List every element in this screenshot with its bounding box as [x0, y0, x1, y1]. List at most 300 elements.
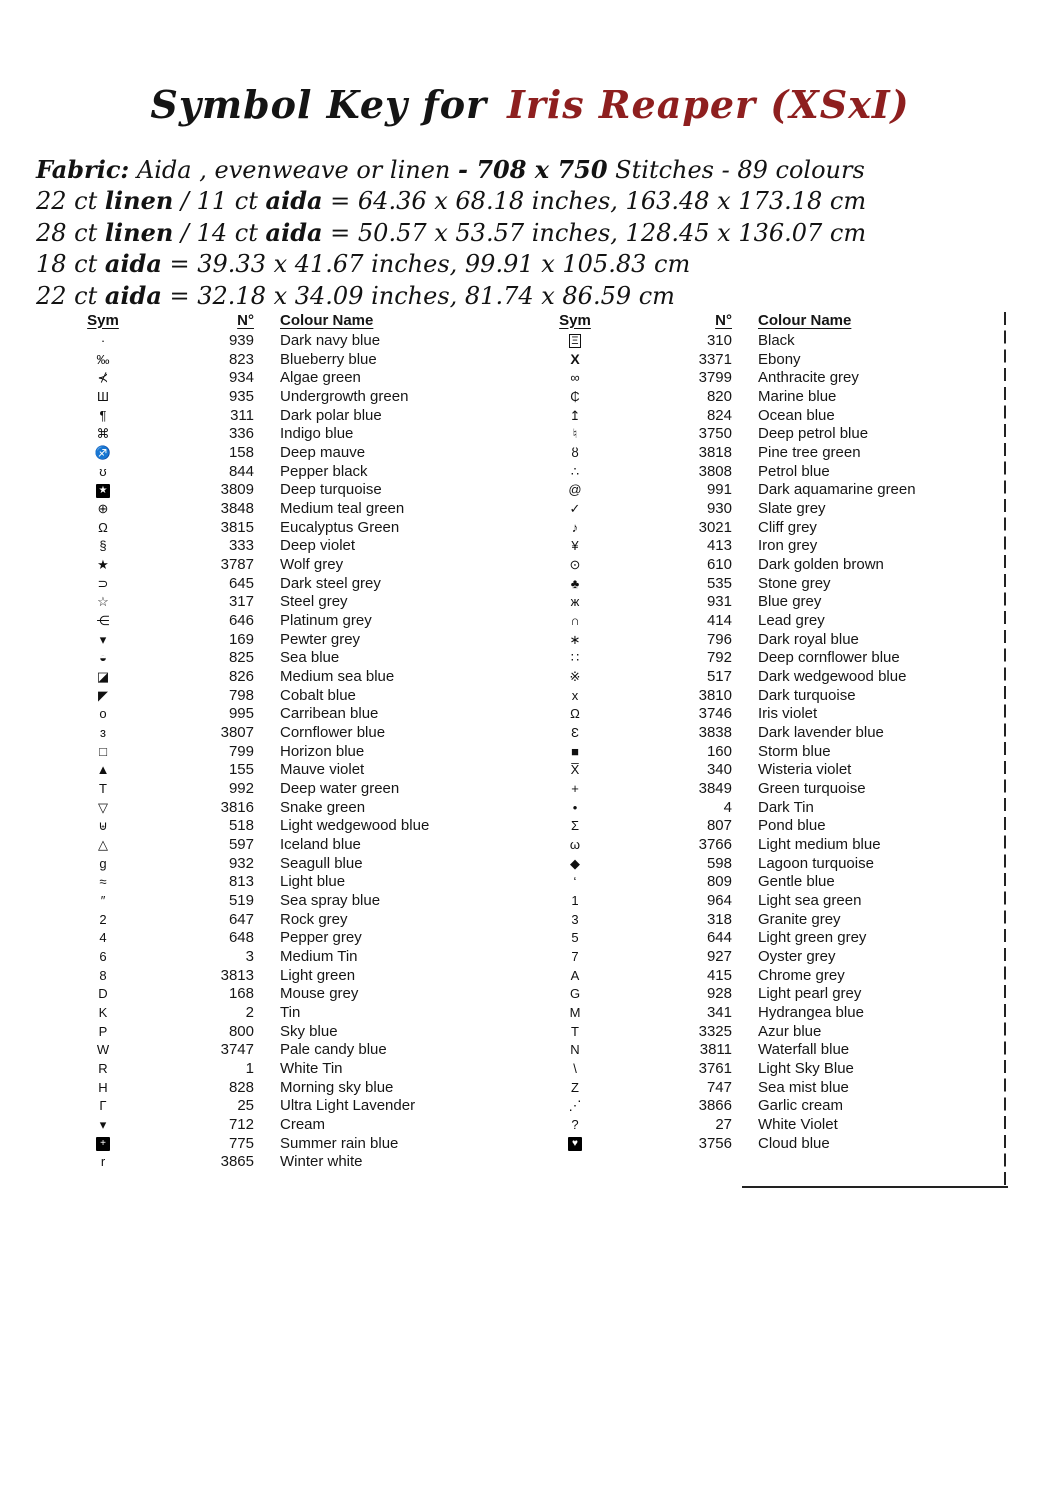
- table-row: [64, 499, 536, 518]
- table-row: [64, 910, 536, 929]
- colour-name: Dark steel grey: [280, 574, 381, 592]
- table-row: [64, 1153, 536, 1172]
- thread-number: 598: [706, 854, 732, 872]
- stitch-symbol-icon: ▲: [96, 762, 110, 778]
- table-row: [64, 630, 536, 649]
- stitch-symbol-icon: D: [98, 986, 108, 1002]
- colour-name: Slate grey: [758, 499, 826, 517]
- thread-number: 820: [706, 387, 732, 405]
- text-segment: 28 ct: [36, 218, 105, 247]
- table-row: [64, 947, 536, 966]
- fabric-spec-line: [36, 280, 866, 311]
- colour-name: Light sea green: [758, 891, 862, 909]
- table-row: [64, 350, 536, 369]
- table-row: [64, 798, 536, 817]
- thread-number: 647: [228, 910, 254, 928]
- stitch-symbol-icon: ⋲: [96, 612, 110, 628]
- stitch-symbol-icon: Γ: [99, 1098, 107, 1114]
- table-row: [538, 406, 1002, 425]
- thread-number: 413: [706, 537, 732, 555]
- table-row: [64, 387, 536, 406]
- table-row: [538, 1003, 1002, 1022]
- colour-name: Deep petrol blue: [758, 425, 869, 443]
- colour-name: Sea blue: [280, 649, 340, 667]
- thread-number: 796: [706, 630, 732, 648]
- table-row: [538, 1097, 1002, 1116]
- stitch-symbol-icon: ∗: [569, 631, 581, 647]
- thread-number: 158: [228, 443, 254, 461]
- table-row: [64, 368, 536, 387]
- table-row: [64, 331, 536, 350]
- colour-name: Dark turquoise: [758, 686, 856, 704]
- table-header-row: [64, 309, 536, 331]
- colour-name: Chrome grey: [758, 966, 845, 984]
- colour-name: Tin: [280, 1004, 301, 1022]
- column-header-colour-name: Colour Name: [758, 311, 852, 329]
- thread-number: 992: [228, 779, 254, 797]
- colour-name: Dark Tin: [758, 798, 814, 816]
- thread-number: 3807: [220, 723, 254, 741]
- table-row: [64, 835, 536, 854]
- table-row: [538, 424, 1002, 443]
- table-row: [64, 1115, 536, 1134]
- text-segment: aida: [104, 280, 162, 310]
- stitch-symbol-icon: +: [96, 1137, 110, 1151]
- colour-name: Morning sky blue: [280, 1078, 394, 1096]
- table-row: [538, 872, 1002, 891]
- table-row: [64, 779, 536, 798]
- colour-name: Pepper black: [280, 462, 368, 480]
- thread-number: 27: [715, 1116, 732, 1134]
- thread-number: 168: [228, 985, 254, 1003]
- table-row: [64, 1041, 536, 1060]
- table-row: [538, 574, 1002, 593]
- table-row: [538, 966, 1002, 985]
- thread-number: 928: [706, 985, 732, 1003]
- colour-name: Summer rain blue: [280, 1134, 399, 1152]
- stitch-symbol-icon: +: [571, 780, 579, 796]
- table-row: [538, 480, 1002, 499]
- colour-name: Light blue: [280, 873, 346, 891]
- colour-name: Cloud blue: [758, 1134, 830, 1152]
- column-header-number: N°: [237, 311, 254, 329]
- stitch-symbol-icon: Ш: [97, 388, 109, 404]
- stitch-symbol-icon: ★: [97, 556, 109, 572]
- thread-number: 318: [706, 910, 732, 928]
- fabric-specs: [36, 154, 866, 311]
- stitch-symbol-icon: 7: [571, 949, 579, 964]
- stitch-symbol-icon: ◒: [99, 650, 107, 666]
- table-row: [64, 1078, 536, 1097]
- thread-number: 807: [706, 817, 732, 835]
- table-row: [64, 723, 536, 742]
- stitch-symbol-icon: ?: [571, 1117, 579, 1133]
- colour-name: Dark aquamarine green: [758, 481, 916, 499]
- thread-number: 644: [706, 929, 732, 947]
- thread-number: 747: [706, 1078, 732, 1096]
- thread-number: 826: [228, 667, 254, 685]
- thread-number: 931: [706, 593, 732, 611]
- symbol-key-table-left: [64, 309, 536, 1171]
- text-segment: aida: [265, 217, 323, 247]
- thread-number: 3761: [698, 1060, 732, 1078]
- table-row: [64, 1134, 536, 1153]
- text-segment: 22 ct: [36, 281, 105, 310]
- thread-number: 828: [228, 1078, 254, 1096]
- colour-name: Medium teal green: [280, 499, 405, 517]
- table-row: [64, 462, 536, 481]
- page-title: [0, 82, 1060, 127]
- colour-name: White Tin: [280, 1060, 343, 1078]
- thread-number: 3756: [698, 1134, 732, 1152]
- stitch-symbol-icon: @: [568, 482, 582, 498]
- table-row: [538, 854, 1002, 873]
- stitch-symbol-icon: ♮: [572, 426, 578, 442]
- text-segment: aida: [265, 186, 323, 216]
- table-row: [538, 555, 1002, 574]
- table-row: [64, 1097, 536, 1116]
- thread-number: 3787: [220, 555, 254, 573]
- thread-number: 798: [228, 686, 254, 704]
- colour-name: Blue grey: [758, 593, 822, 611]
- colour-name: Pale candy blue: [280, 1041, 387, 1059]
- stitch-symbol-icon: ◤: [98, 687, 108, 703]
- table-row: [538, 592, 1002, 611]
- colour-name: Deep cornflower blue: [758, 649, 900, 667]
- colour-name: Sea spray blue: [280, 891, 381, 909]
- table-row: [538, 1115, 1002, 1134]
- table-row: [538, 648, 1002, 667]
- colour-name: Granite grey: [758, 910, 841, 928]
- colour-name: Eucalyptus Green: [280, 518, 400, 536]
- table-row: [64, 443, 536, 462]
- table-row: [538, 536, 1002, 555]
- thread-number: 3866: [698, 1097, 732, 1115]
- table-row: [538, 630, 1002, 649]
- stitch-symbol-icon: ▽: [98, 799, 108, 815]
- thread-number: 824: [706, 406, 732, 424]
- colour-name: Horizon blue: [280, 742, 365, 760]
- thread-number: 3: [245, 948, 254, 965]
- thread-number: 799: [228, 742, 254, 760]
- colour-name: Dark golden brown: [758, 555, 884, 573]
- thread-number: 932: [228, 854, 254, 872]
- stitch-symbol-icon: 3: [571, 911, 579, 927]
- colour-name: Blueberry blue: [280, 350, 377, 368]
- stitch-symbol-icon: ∴: [570, 463, 580, 479]
- stitch-symbol-icon: ▾: [99, 631, 107, 647]
- table-row: [64, 891, 536, 910]
- stitch-symbol-icon: 4: [99, 930, 107, 946]
- stitch-symbol-icon: ʊ: [99, 463, 107, 479]
- table-row: [64, 742, 536, 761]
- thread-number: 813: [228, 873, 254, 891]
- text-segment: / 11 ct: [173, 187, 266, 216]
- thread-number: 3371: [698, 350, 732, 368]
- table-row: [538, 611, 1002, 630]
- colour-name: Waterfall blue: [758, 1041, 850, 1059]
- stitch-symbol-icon: •: [572, 799, 578, 815]
- table-row: [64, 704, 536, 723]
- colour-name: Light pearl grey: [758, 985, 862, 1003]
- thread-number: 3809: [220, 481, 254, 499]
- thread-number: 825: [228, 649, 254, 667]
- stitch-symbol-icon: ∞: [570, 370, 580, 386]
- stitch-symbol-icon: Ω: [570, 706, 580, 722]
- table-row: [64, 966, 536, 985]
- table-row: [538, 667, 1002, 686]
- table-row: [64, 686, 536, 705]
- thread-number: 3813: [220, 966, 254, 984]
- fabric-spec-line: [36, 154, 866, 185]
- text-segment: / 14 ct: [173, 218, 266, 247]
- colour-name: Stone grey: [758, 574, 831, 592]
- stitch-symbol-icon: \: [573, 1061, 577, 1077]
- stitch-symbol-icon: ⊎: [98, 818, 108, 834]
- table-border-dashed-line: [1004, 312, 1006, 1188]
- thread-number: 645: [228, 574, 254, 592]
- text-segment: Aida , evenweave or linen: [129, 156, 459, 184]
- colour-name: Storm blue: [758, 742, 831, 760]
- table-row: [538, 742, 1002, 761]
- colour-name: Cliff grey: [758, 518, 817, 536]
- colour-name: Indigo blue: [280, 425, 354, 443]
- stitch-symbol-icon: R: [98, 1061, 108, 1077]
- stitch-symbol-icon: ≈: [99, 874, 107, 890]
- thread-number: 646: [228, 611, 254, 629]
- stitch-symbol-icon: ∩: [570, 612, 580, 628]
- stitch-symbol-icon: ✓: [569, 500, 581, 516]
- thread-number: 169: [228, 630, 254, 648]
- thread-number: 1: [245, 1060, 254, 1078]
- colour-name: Pond blue: [758, 817, 826, 835]
- stitch-symbol-icon: T: [571, 1023, 579, 1039]
- table-row: [64, 760, 536, 779]
- stitch-symbol-icon: ∷: [570, 650, 580, 666]
- stitch-symbol-icon: ▾: [99, 1117, 107, 1133]
- stitch-symbol-icon: A: [570, 967, 580, 983]
- thread-number: 4: [723, 798, 732, 816]
- stitch-symbol-icon: r: [100, 1154, 106, 1170]
- stitch-symbol-icon: N: [570, 1042, 580, 1058]
- thread-number: 792: [706, 649, 732, 667]
- thread-number: 517: [706, 667, 732, 685]
- thread-number: 939: [228, 331, 254, 349]
- table-row: [64, 854, 536, 873]
- stitch-symbol-icon: H: [98, 1079, 108, 1095]
- table-row: [538, 387, 1002, 406]
- colour-name: Lead grey: [758, 611, 825, 629]
- stitch-symbol-icon: ɜ: [100, 724, 106, 740]
- stitch-symbol-icon: M: [569, 1005, 581, 1021]
- stitch-symbol-icon: Ɛ: [571, 724, 579, 740]
- table-row: [538, 1059, 1002, 1078]
- stitch-symbol-icon: ♐: [94, 444, 112, 460]
- symbol-key-table-right: [538, 309, 1002, 1153]
- stitch-symbol-icon: K: [98, 1005, 108, 1021]
- thread-number: 3811: [699, 1041, 732, 1059]
- table-row: [538, 891, 1002, 910]
- table-row: [538, 1078, 1002, 1097]
- thread-number: 311: [230, 406, 254, 424]
- thread-number: 3750: [698, 425, 732, 443]
- title-pattern-name: Iris Reaper (XSxI): [507, 82, 910, 127]
- stitch-symbol-icon: ↥: [569, 407, 581, 423]
- colour-name: Iron grey: [758, 537, 818, 555]
- table-row: [538, 1022, 1002, 1041]
- thread-number: 3747: [220, 1041, 254, 1059]
- colour-name: Medium sea blue: [280, 667, 395, 685]
- colour-name: Gentle blue: [758, 873, 835, 891]
- table-row: [538, 798, 1002, 817]
- thread-number: 930: [706, 499, 732, 517]
- table-row: [538, 835, 1002, 854]
- thread-number: 844: [228, 462, 254, 480]
- stitch-symbol-icon: △: [98, 836, 108, 852]
- column-header-sym: Sym: [559, 311, 591, 329]
- colour-name: Light green: [280, 966, 356, 984]
- stitch-symbol-icon: ♣: [570, 575, 580, 591]
- colour-name: Dark polar blue: [280, 406, 382, 424]
- table-row: [538, 1134, 1002, 1153]
- table-row: [538, 704, 1002, 723]
- thread-number: 336: [228, 425, 254, 443]
- thread-number: 3808: [698, 462, 732, 480]
- thread-number: 310: [706, 331, 732, 349]
- thread-number: 3799: [698, 369, 732, 387]
- colour-name: Seagull blue: [280, 854, 363, 872]
- colour-name: Platinum grey: [280, 611, 372, 629]
- colour-name: Winter white: [280, 1153, 363, 1171]
- table-row: [64, 574, 536, 593]
- thread-number: 3848: [220, 499, 254, 517]
- stitch-symbol-icon: ⋰: [568, 1098, 582, 1114]
- thread-number: 414: [706, 611, 732, 629]
- colour-name: Snake green: [280, 798, 366, 816]
- thread-number: 518: [228, 817, 254, 835]
- text-segment: linen: [104, 186, 174, 216]
- table-row: [538, 350, 1002, 369]
- stitch-symbol-icon: g: [99, 855, 107, 871]
- colour-name: Deep mauve: [280, 443, 366, 461]
- thread-number: 809: [706, 873, 732, 891]
- stitch-symbol-icon: X̅: [570, 762, 580, 778]
- thread-number: 3838: [698, 723, 732, 741]
- thread-number: 340: [706, 761, 732, 779]
- colour-name: Medium Tin: [280, 948, 358, 965]
- colour-name: Dark wedgewood blue: [758, 667, 907, 685]
- colour-name: Cream: [280, 1116, 326, 1134]
- thread-number: 333: [228, 537, 254, 555]
- stitch-symbol-icon: ж: [570, 594, 580, 610]
- colour-name: Ultra Light Lavender: [280, 1097, 416, 1115]
- thread-number: 3865: [220, 1153, 254, 1171]
- colour-name: Undergrowth green: [280, 387, 409, 405]
- thread-number: 935: [228, 387, 254, 405]
- stitch-symbol-icon: X: [570, 351, 580, 367]
- table-row: [64, 929, 536, 948]
- stitch-symbol-icon: ◆: [570, 855, 580, 871]
- table-row: [64, 424, 536, 443]
- thread-number: 3766: [698, 835, 732, 853]
- fabric-spec-line: [36, 217, 866, 248]
- stitch-symbol-icon: □: [99, 743, 107, 759]
- text-segment: linen: [104, 217, 174, 247]
- table-row: [538, 368, 1002, 387]
- stitch-symbol-icon: ☆: [97, 594, 109, 610]
- fabric-spec-line: [36, 185, 866, 216]
- table-row: [538, 686, 1002, 705]
- thread-number: 317: [228, 593, 254, 611]
- column-header-number: N°: [715, 311, 732, 329]
- text-segment: 18 ct: [36, 250, 105, 279]
- thread-number: 3746: [698, 705, 732, 723]
- thread-number: 991: [706, 481, 732, 499]
- table-row: [64, 816, 536, 835]
- stitch-symbol-icon: Ω: [98, 519, 108, 535]
- colour-name: Rock grey: [280, 910, 348, 928]
- stitch-symbol-icon: ¥: [571, 538, 579, 554]
- colour-name: Hydrangea blue: [758, 1004, 864, 1022]
- table-row: [538, 443, 1002, 462]
- colour-name: Ebony: [758, 350, 801, 368]
- colour-name: Dark royal blue: [758, 630, 859, 648]
- text-segment: = 50.57 x 53.57 inches, 128.45 x 136.07 cm: [322, 218, 867, 247]
- table-row: [538, 910, 1002, 929]
- stitch-symbol-icon: Ξ: [571, 334, 579, 347]
- stitch-symbol-icon: ⌘: [96, 426, 110, 442]
- table-row: [538, 499, 1002, 518]
- thread-number: 415: [706, 966, 732, 984]
- table-row: [64, 518, 536, 537]
- colour-name: Light Sky Blue: [758, 1060, 854, 1078]
- stitch-symbol-icon: W: [96, 1042, 110, 1058]
- colour-name: Deep turquoise: [280, 481, 382, 499]
- thread-number: 964: [706, 891, 732, 909]
- table-row: [64, 1059, 536, 1078]
- stitch-symbol-icon: ■: [571, 743, 579, 759]
- colour-name: Iris violet: [758, 705, 818, 723]
- colour-name: Garlic cream: [758, 1097, 844, 1115]
- text-segment: = 39.33 x 41.67 inches, 99.91 x 105.83 cm: [161, 250, 691, 279]
- stitch-symbol-icon: x: [571, 687, 579, 703]
- thread-number: 3818: [698, 443, 732, 461]
- colour-name: Mouse grey: [280, 985, 359, 1003]
- stitch-symbol-icon: 1: [571, 892, 579, 908]
- table-row: [538, 816, 1002, 835]
- colour-name: Deep violet: [280, 537, 356, 555]
- stitch-symbol-icon: ♥: [568, 1137, 582, 1151]
- thread-number: 995: [228, 705, 254, 723]
- stitch-symbol-icon: Τ: [99, 780, 107, 796]
- stitch-symbol-icon: ₵: [570, 388, 580, 404]
- text-segment: - 708 x 750: [458, 155, 608, 184]
- thread-number: 712: [228, 1116, 254, 1134]
- table-row: [538, 1041, 1002, 1060]
- colour-name: Deep water green: [280, 779, 400, 797]
- table-row: [538, 331, 1002, 350]
- colour-name: Light wedgewood blue: [280, 817, 430, 835]
- thread-number: 800: [228, 1022, 254, 1040]
- stitch-symbol-icon: ¶: [99, 407, 107, 423]
- stitch-symbol-icon: ♪: [571, 519, 579, 535]
- colour-name: Azur blue: [758, 1022, 822, 1040]
- table-row: [64, 648, 536, 667]
- stitch-symbol-icon: ‘: [573, 874, 577, 890]
- colour-name: Mauve violet: [280, 761, 365, 779]
- colour-name: Green turquoise: [758, 779, 866, 797]
- colour-name: Black: [758, 331, 795, 349]
